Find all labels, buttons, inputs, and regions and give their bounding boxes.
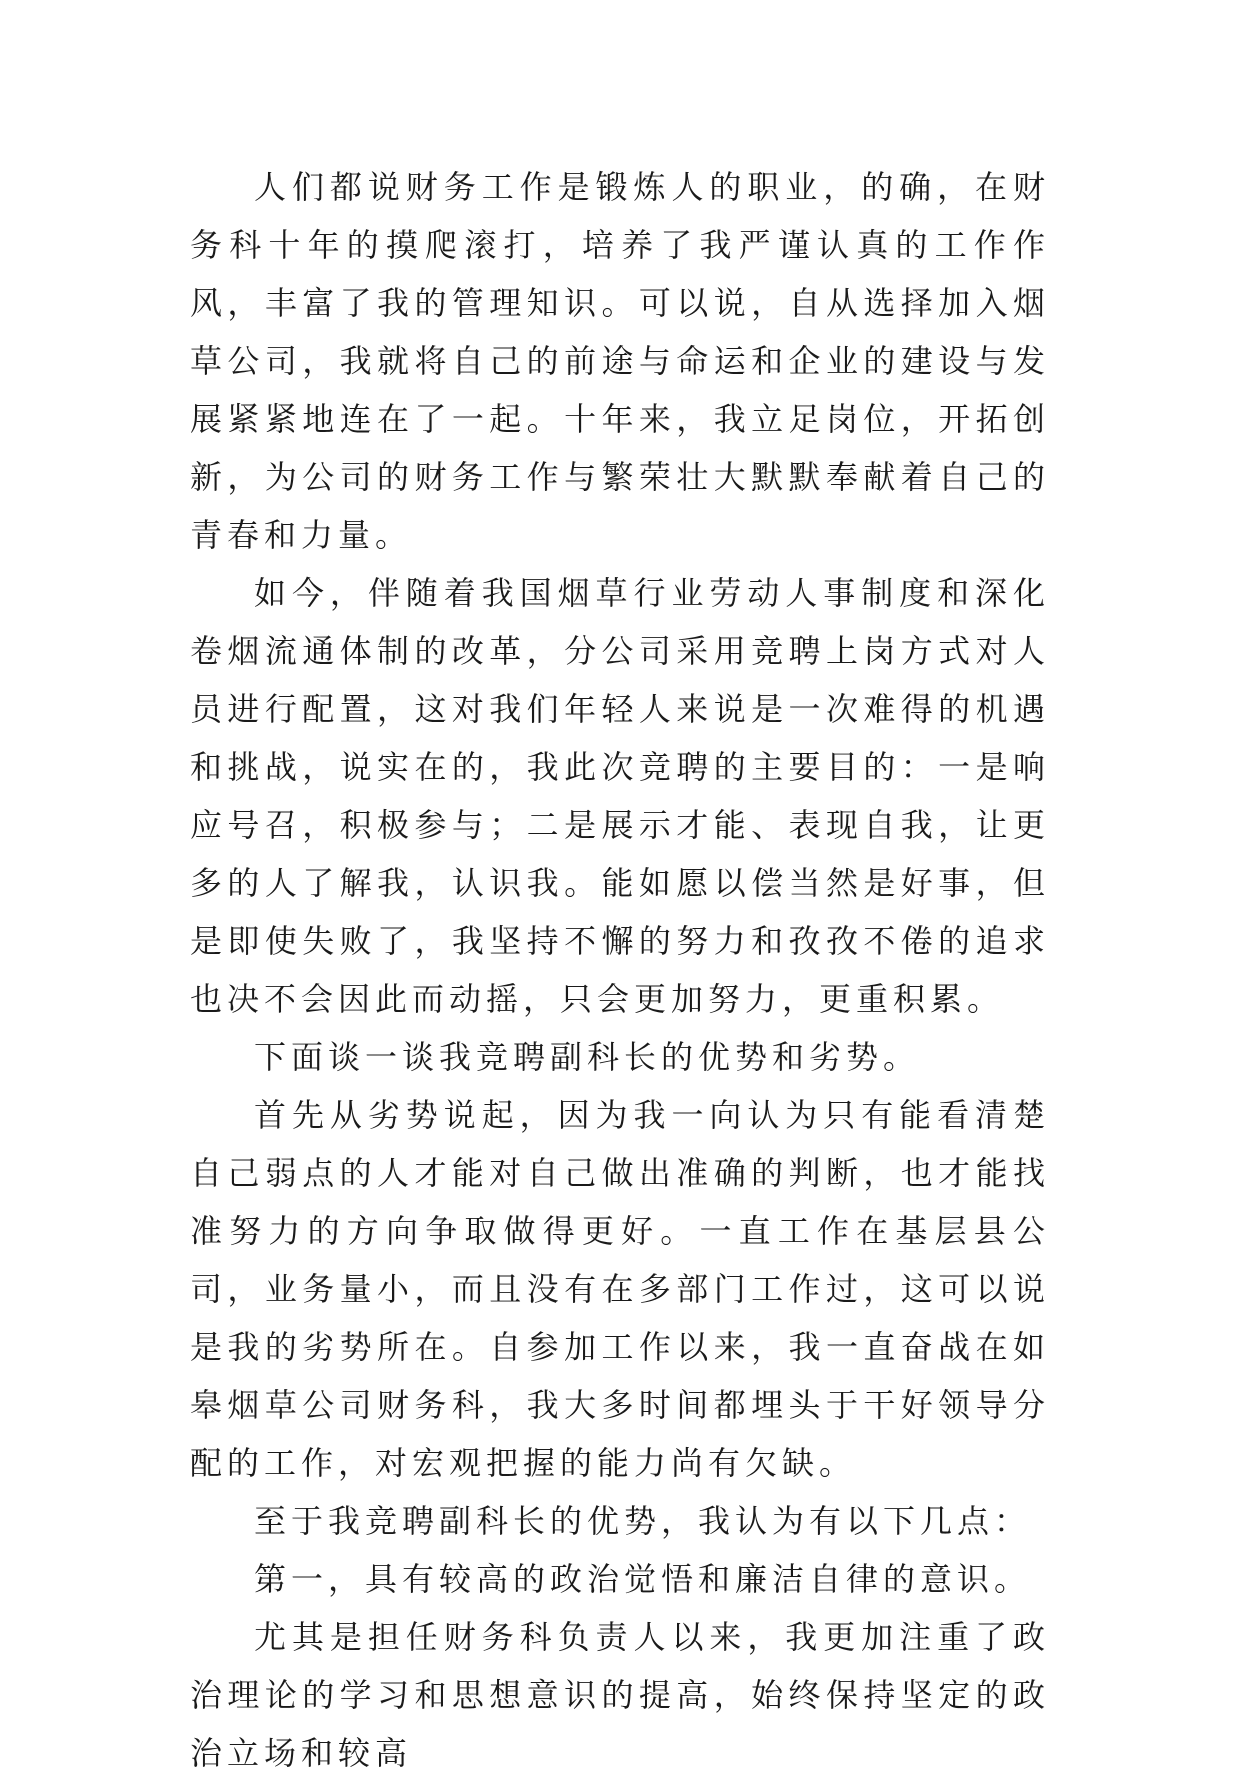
document-body: [190, 158, 1050, 1782]
paragraph-6: 第一，具有较高的政治觉悟和廉洁自律的意识。: [254, 1560, 1032, 1598]
paragraph-2: 如今，伴随着我国烟草行业劳动人事制度和深化卷烟流通体制的改革，分公司采用竞聘上岗方式对人员进行配置，这对我们年轻人来说是一次难得的机遇和挑战，说实在的，我此次竞聘的主要目的：一是响应号召，积极参与；二是展示才能、表现自我，让更多的人了解我，认识我。能如愿以偿当然是好事，但是即使失败了，我坚持不懈的努力和孜孜不倦的追求也决不会因此而动摇，只会更加努力，更重积累。: [190, 574, 1050, 1018]
paragraph-7: 尤其是担任财务科负责人以来，我更加注重了政治理论的学习和思想意识的提高，始终保持坚定的政治立场和较高: [190, 1618, 1050, 1772]
paragraph-3: 下面谈一谈我竞聘副科长的优势和劣势。: [254, 1038, 921, 1076]
paragraph-1: 人们都说财务工作是锻炼人的职业，的确，在财务科十年的摸爬滚打，培养了我严谨认真的工作作风，丰富了我的管理知识。可以说，自从选择加入烟草公司，我就将自己的前途与命运和企业的建设与发展紧紧地连在了一起。十年来，我立足岗位，开拓创新，为公司的财务工作与繁荣壮大默默奉献着自己的青春和力量。: [190, 168, 1050, 554]
paragraph-4: 首先从劣势说起，因为我一向认为只有能看清楚自己弱点的人才能对自己做出准确的判断，也才能找准努力的方向争取做得更好。一直工作在基层县公司，业务量小，而且没有在多部门工作过，这可以说是我的劣势所在。自参加工作以来，我一直奋战在如皋烟草公司财务科，我大多时间都埋头于干好领导分配的工作，对宏观把握的能力尚有欠缺。: [190, 1096, 1050, 1482]
paragraph-5: 至于我竞聘副科长的优势，我认为有以下几点：: [254, 1502, 1032, 1540]
